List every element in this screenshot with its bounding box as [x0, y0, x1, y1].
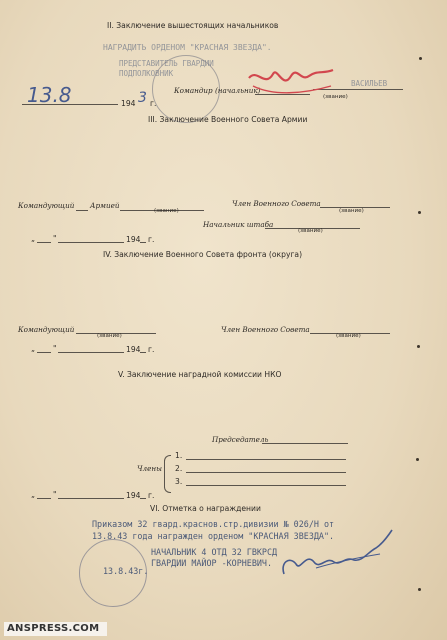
section5-day-line	[37, 498, 51, 499]
section5-member-2: 2.	[175, 464, 183, 473]
round-stamp-bottom	[79, 539, 147, 607]
punch-hole	[417, 345, 420, 348]
section4-day-line	[37, 352, 51, 353]
blue-signature-icon	[276, 522, 396, 586]
handwritten-year-digit: 3	[138, 90, 147, 106]
section4-commander-label: Командующий	[18, 325, 75, 334]
section6-typed-line1: Приказом 32 гвард.краснов.стр.дивизии № 026/Н от	[92, 519, 335, 529]
section3-council-member-label: Член Военного Совета	[232, 199, 321, 208]
section5-chairman-label: Председатель	[212, 435, 269, 444]
section3-chief-rank-label: (звание)	[298, 228, 323, 234]
section5-chairman-line	[262, 443, 348, 444]
section6-typed-line3: НАЧАЛЬНИК 4 ОТД 32 ГВКРСД	[151, 547, 278, 557]
section3-commander-line	[76, 210, 88, 211]
section6-title: VI. Отметка о награждении	[150, 504, 261, 513]
section3-chief-of-staff-label: Начальник штаба	[203, 220, 274, 229]
section6-typed-date: 13.8.43г.	[103, 566, 149, 576]
section5-year-suffix: г.	[148, 491, 155, 500]
section4-quote-open: „	[31, 344, 35, 353]
section2-year-suffix: г.	[150, 99, 157, 108]
section3-army-label: Армией	[90, 201, 120, 210]
section6-typed-line4: ГВАРДИИ МАЙОР -КОРНЕВИЧ.	[151, 558, 273, 568]
section5-member-3: 3.	[175, 477, 183, 486]
red-signature-icon	[243, 60, 339, 102]
section2-typed-name: ВАСИЛЬЕВ	[351, 79, 388, 88]
section2-commander-label: Командир (начальник)	[174, 86, 261, 95]
section3-quote-open: „	[31, 234, 35, 243]
section2-typed-award: НАГРАДИТЬ ОРДЕНОМ "КРАСНАЯ ЗВЕЗДА".	[103, 43, 272, 52]
section5-quote-close: "	[53, 490, 57, 499]
section5-title: V. Заключение наградной комиссии НКО	[118, 370, 282, 379]
punch-hole	[418, 211, 421, 214]
punch-hole	[419, 57, 422, 60]
section4-year-suffix: г.	[148, 345, 155, 354]
section5-member-line-2	[186, 472, 346, 473]
section4-title: IV. Заключение Военного Совета фронта (округа)	[103, 250, 303, 259]
section5-member-line-3	[186, 485, 346, 486]
section2-year-label: 194	[121, 99, 136, 108]
section5-quote-open: „	[31, 490, 35, 499]
section3-army-commander-label: Командующий	[18, 201, 75, 210]
section5-members-label: Члены	[137, 464, 162, 473]
section3-month-line	[58, 242, 124, 243]
section2-typed-line3: ПОДПОЛКОВНИК	[119, 69, 174, 78]
section6-typed-line2: 13.8.43 года награжден орденом "КРАСНАЯ ЗВЕЗДА".	[92, 531, 335, 541]
section5-members-brace	[164, 455, 171, 493]
section4-rank-label: (звание)	[97, 333, 122, 339]
section2-date-line	[22, 104, 118, 105]
section4-quote-close: "	[53, 344, 57, 353]
punch-hole	[416, 458, 419, 461]
section5-member-1: 1.	[175, 451, 183, 460]
handwritten-date: 13.8	[27, 83, 72, 107]
section2-typed-line2: ПРЕДСТАВИТЕЛЬ ГВАРДИИ	[119, 59, 214, 68]
section5-month-line	[58, 498, 124, 499]
section3-year-suffix: г.	[148, 235, 155, 244]
punch-hole	[418, 588, 421, 591]
section2-title: II. Заключение вышестоящих начальников	[107, 21, 279, 30]
section3-day-line	[37, 242, 51, 243]
section3-council-rank-label: (звание)	[339, 208, 364, 214]
section4-year-line	[140, 352, 146, 353]
section3-year-line	[140, 242, 146, 243]
watermark-label: ANSPRESS.COM	[4, 622, 107, 636]
section5-year-line	[140, 498, 146, 499]
section5-member-line-1	[186, 459, 346, 460]
section4-council-rank-label: (звание)	[336, 333, 361, 339]
section3-quote-close: "	[53, 234, 57, 243]
section4-year-label: 194	[126, 345, 141, 354]
section5-year-label: 194	[126, 491, 141, 500]
section4-council-member-label: Член Военного Совета	[221, 325, 310, 334]
section3-title: III. Заключение Военного Совета Армии	[148, 115, 308, 124]
section3-rank-label: (звание)	[154, 208, 179, 214]
section4-month-line	[58, 352, 124, 353]
section2-rank-label: (звание)	[323, 94, 348, 100]
section3-year-label: 194	[126, 235, 141, 244]
